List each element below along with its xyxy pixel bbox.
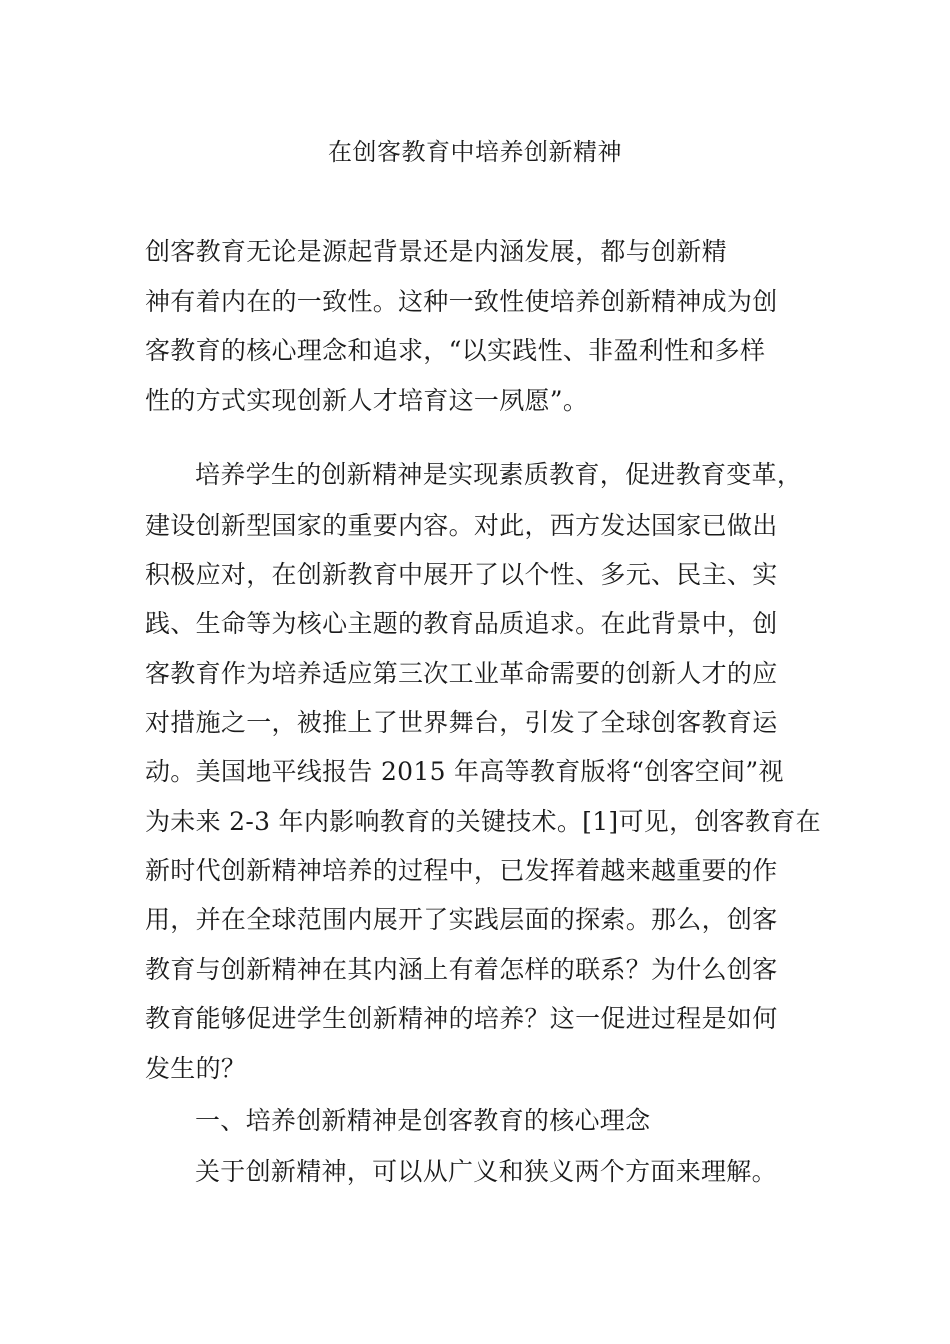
- paragraph-2-line-12: 教育能够促进学生创新精神的培养？这一促进过程是如何: [145, 1004, 778, 1033]
- paragraph-2-line-1: 培养学生的创新精神是实现素质教育，促进教育变革，: [195, 460, 803, 489]
- paragraph-2-line-7: 动。美国地平线报告 2015 年高等教育版将“创客空间”视: [145, 757, 784, 786]
- paragraph-2-line-10: 用，并在全球范围内展开了实践层面的探索。那么，创客: [145, 905, 778, 934]
- document-title: 在创客教育中培养创新精神: [328, 138, 622, 166]
- paragraph-2-line-3: 积极应对，在创新教育中展开了以个性、多元、民主、实: [145, 560, 778, 589]
- paragraph-2-line-6: 对措施之一，被推上了世界舞台，引发了全球创客教育运: [145, 708, 778, 737]
- paragraph-1-line-3: 客教育的核心理念和追求，“以实践性、非盈利性和多样: [145, 336, 766, 365]
- paragraph-2-line-5: 客教育作为培养适应第三次工业革命需要的创新人才的应: [145, 659, 778, 688]
- paragraph-2-line-8: 为未来 2-3 年内影响教育的关键技术。[1]可见，创客教育在: [145, 807, 821, 836]
- paragraph-2-line-9: 新时代创新精神培养的过程中，已发挥着越来越重要的作: [145, 856, 778, 885]
- paragraph-3-line-1: 关于创新精神，可以从广义和狭义两个方面来理解。: [195, 1157, 777, 1186]
- paragraph-2-line-2: 建设创新型国家的重要内容。对此，西方发达国家已做出: [145, 511, 778, 540]
- paragraph-1-line-2: 神有着内在的一致性。这种一致性使培养创新精神成为创: [145, 287, 778, 316]
- paragraph-2-line-4: 践、生命等为核心主题的教育品质追求。在此背景中，创: [145, 609, 778, 638]
- paragraph-2-line-11: 教育与创新精神在其内涵上有着怎样的联系？为什么创客: [145, 955, 778, 984]
- paragraph-1-line-4: 性的方式实现创新人才培育这一夙愿”。: [145, 386, 589, 415]
- section-heading: 一、培养创新精神是创客教育的核心理念: [195, 1106, 651, 1135]
- paragraph-1-line-1: 创客教育无论是源起背景还是内涵发展，都与创新精: [145, 237, 727, 266]
- paragraph-2-line-13: 发生的？: [145, 1054, 247, 1083]
